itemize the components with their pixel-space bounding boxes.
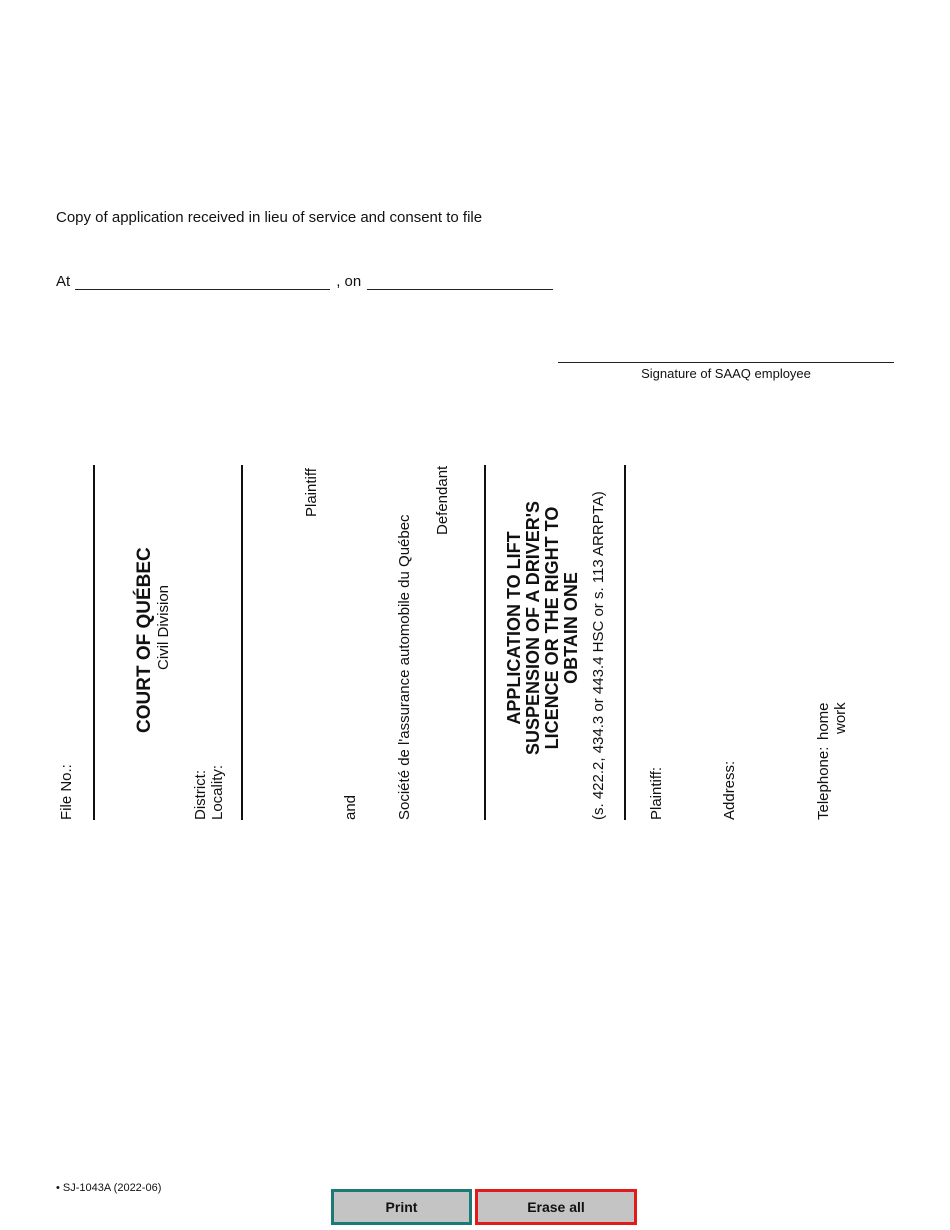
back-page-block — [50, 465, 905, 820]
divider — [484, 465, 486, 820]
district-label: District: — [192, 770, 209, 820]
print-button[interactable]: Print — [331, 1189, 472, 1225]
divider — [624, 465, 626, 820]
place-field[interactable] — [75, 275, 330, 290]
telephone-label: Telephone: — [815, 746, 832, 820]
telephone-work: work — [832, 702, 849, 734]
defendant-role: Defendant — [434, 465, 451, 535]
court-name: COURT OF QUÉBEC — [134, 547, 155, 733]
defendant-name: Société de l'assurance automobile du Québec — [396, 514, 413, 820]
signature-caption: Signature of SAAQ employee — [641, 366, 811, 381]
erase-all-button[interactable]: Erase all — [475, 1189, 637, 1225]
on-label: , on — [336, 273, 362, 290]
divider — [93, 465, 95, 820]
court-division: Civil Division — [155, 584, 172, 670]
plaintiff-label: Plaintiff: — [648, 766, 665, 820]
back-page-rotated — [50, 465, 905, 820]
form-code: • SJ-1043A (2022-06) — [56, 1182, 162, 1194]
address-label: Address: — [721, 760, 738, 820]
date-field[interactable] — [367, 275, 553, 290]
and-label: and — [342, 794, 359, 820]
signature-field[interactable] — [558, 362, 894, 363]
at-on-row — [56, 273, 553, 290]
plaintiff-role: Plaintiff — [303, 468, 320, 517]
divider — [241, 465, 243, 820]
statute-reference: (s. 422.2, 434.3 or 443.4 HSC or s. 113 ARRPTA) — [590, 491, 607, 820]
telephone-home: home — [815, 702, 832, 740]
application-title: APPLICATION TO LIFT SUSPENSION OF A DRIVER'S LICENCE OR THE RIGHT TO OBTAIN ONE — [504, 501, 581, 755]
locality-label: Locality: — [209, 764, 226, 820]
file-no-label: File No.: — [58, 764, 75, 820]
at-label: At — [56, 273, 71, 290]
consent-heading: Copy of application received in lieu of service and consent to file — [56, 209, 483, 226]
